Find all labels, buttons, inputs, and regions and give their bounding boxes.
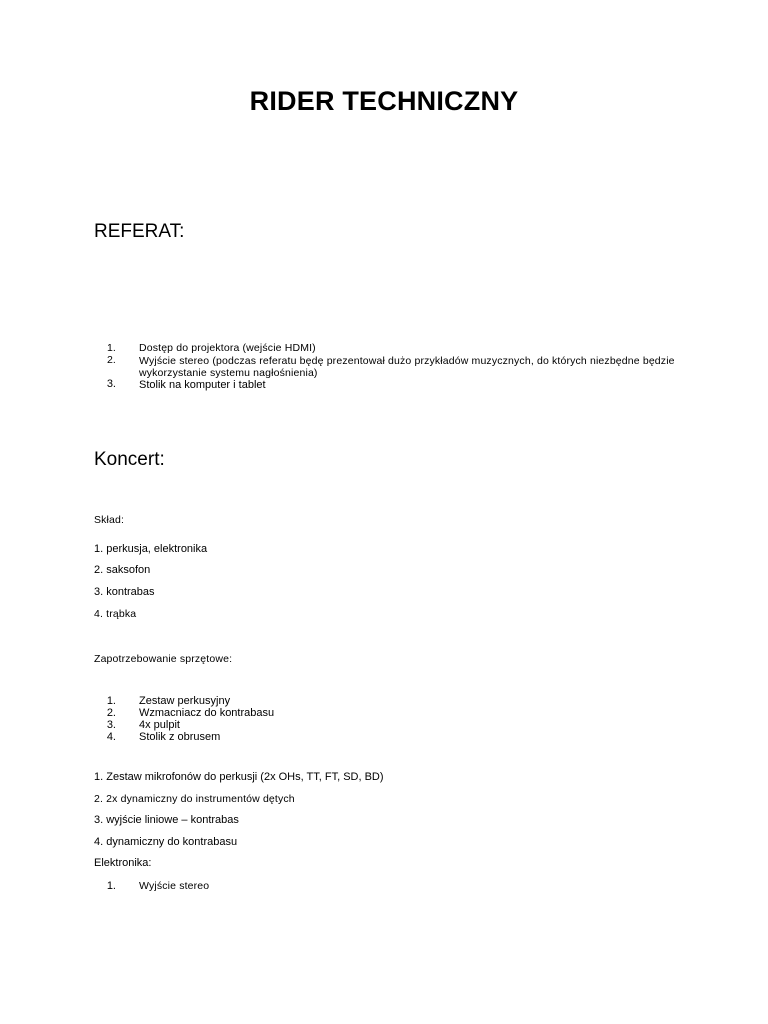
list-item-text: Wzmacniacz do kontrabasu (139, 707, 275, 719)
list-item-number: 2. (106, 707, 116, 719)
list-item-number: 1. (106, 342, 116, 354)
section-heading-referat: REFERAT: (94, 221, 185, 242)
mikrofony-item: 4. dynamiczny do kontrabasu (94, 836, 238, 848)
list-item-number: 4. (106, 731, 116, 743)
list-item-text: Wyjście stereo (podczas referatu będę prezentował dużo przykładów muzycznych, do których niezbędne będzie (139, 355, 675, 367)
section-heading-koncert: Koncert: (94, 449, 165, 470)
list-item-number: 2. (106, 354, 116, 366)
mikrofony-item: 3. wyjście liniowe – kontrabas (94, 814, 239, 826)
list-item-text: Dostęp do projektora (wejście HDMI) (139, 342, 316, 354)
list-item-text: Wyjście stereo (139, 880, 210, 892)
list-item-number: 3. (106, 719, 116, 731)
mikrofony-item: 2. 2x dynamiczny do instrumentów dętych (94, 793, 295, 805)
subheading-sklad: Skład: (94, 514, 125, 526)
list-item-number: 3. (106, 378, 116, 390)
sklad-item: 1. perkusja, elektronika (94, 543, 208, 555)
subheading-elektronika: Elektronika: (94, 857, 152, 869)
list-item-number: 1. (106, 880, 116, 892)
sklad-item: 2. saksofon (94, 564, 151, 576)
list-item-number: 1. (106, 695, 116, 707)
list-item-text-continued: wykorzystanie systemu nagłośnienia) (139, 367, 318, 379)
mikrofony-item: 1. Zestaw mikrofonów do perkusji (2x OHs, TT, FT, SD, BD) (94, 771, 384, 783)
list-item-text: 4x pulpit (139, 719, 180, 731)
sklad-item: 3. kontrabas (94, 586, 155, 598)
sklad-item: 4. trąbka (94, 608, 137, 620)
subheading-zapotrzebowanie: Zapotrzebowanie sprzętowe: (94, 653, 233, 665)
list-item-text: Stolik z obrusem (139, 731, 221, 743)
list-item-text: Stolik na komputer i tablet (139, 379, 266, 391)
page-title: RIDER TECHNICZNY (249, 86, 519, 116)
list-item-text: Zestaw perkusyjny (139, 695, 231, 707)
